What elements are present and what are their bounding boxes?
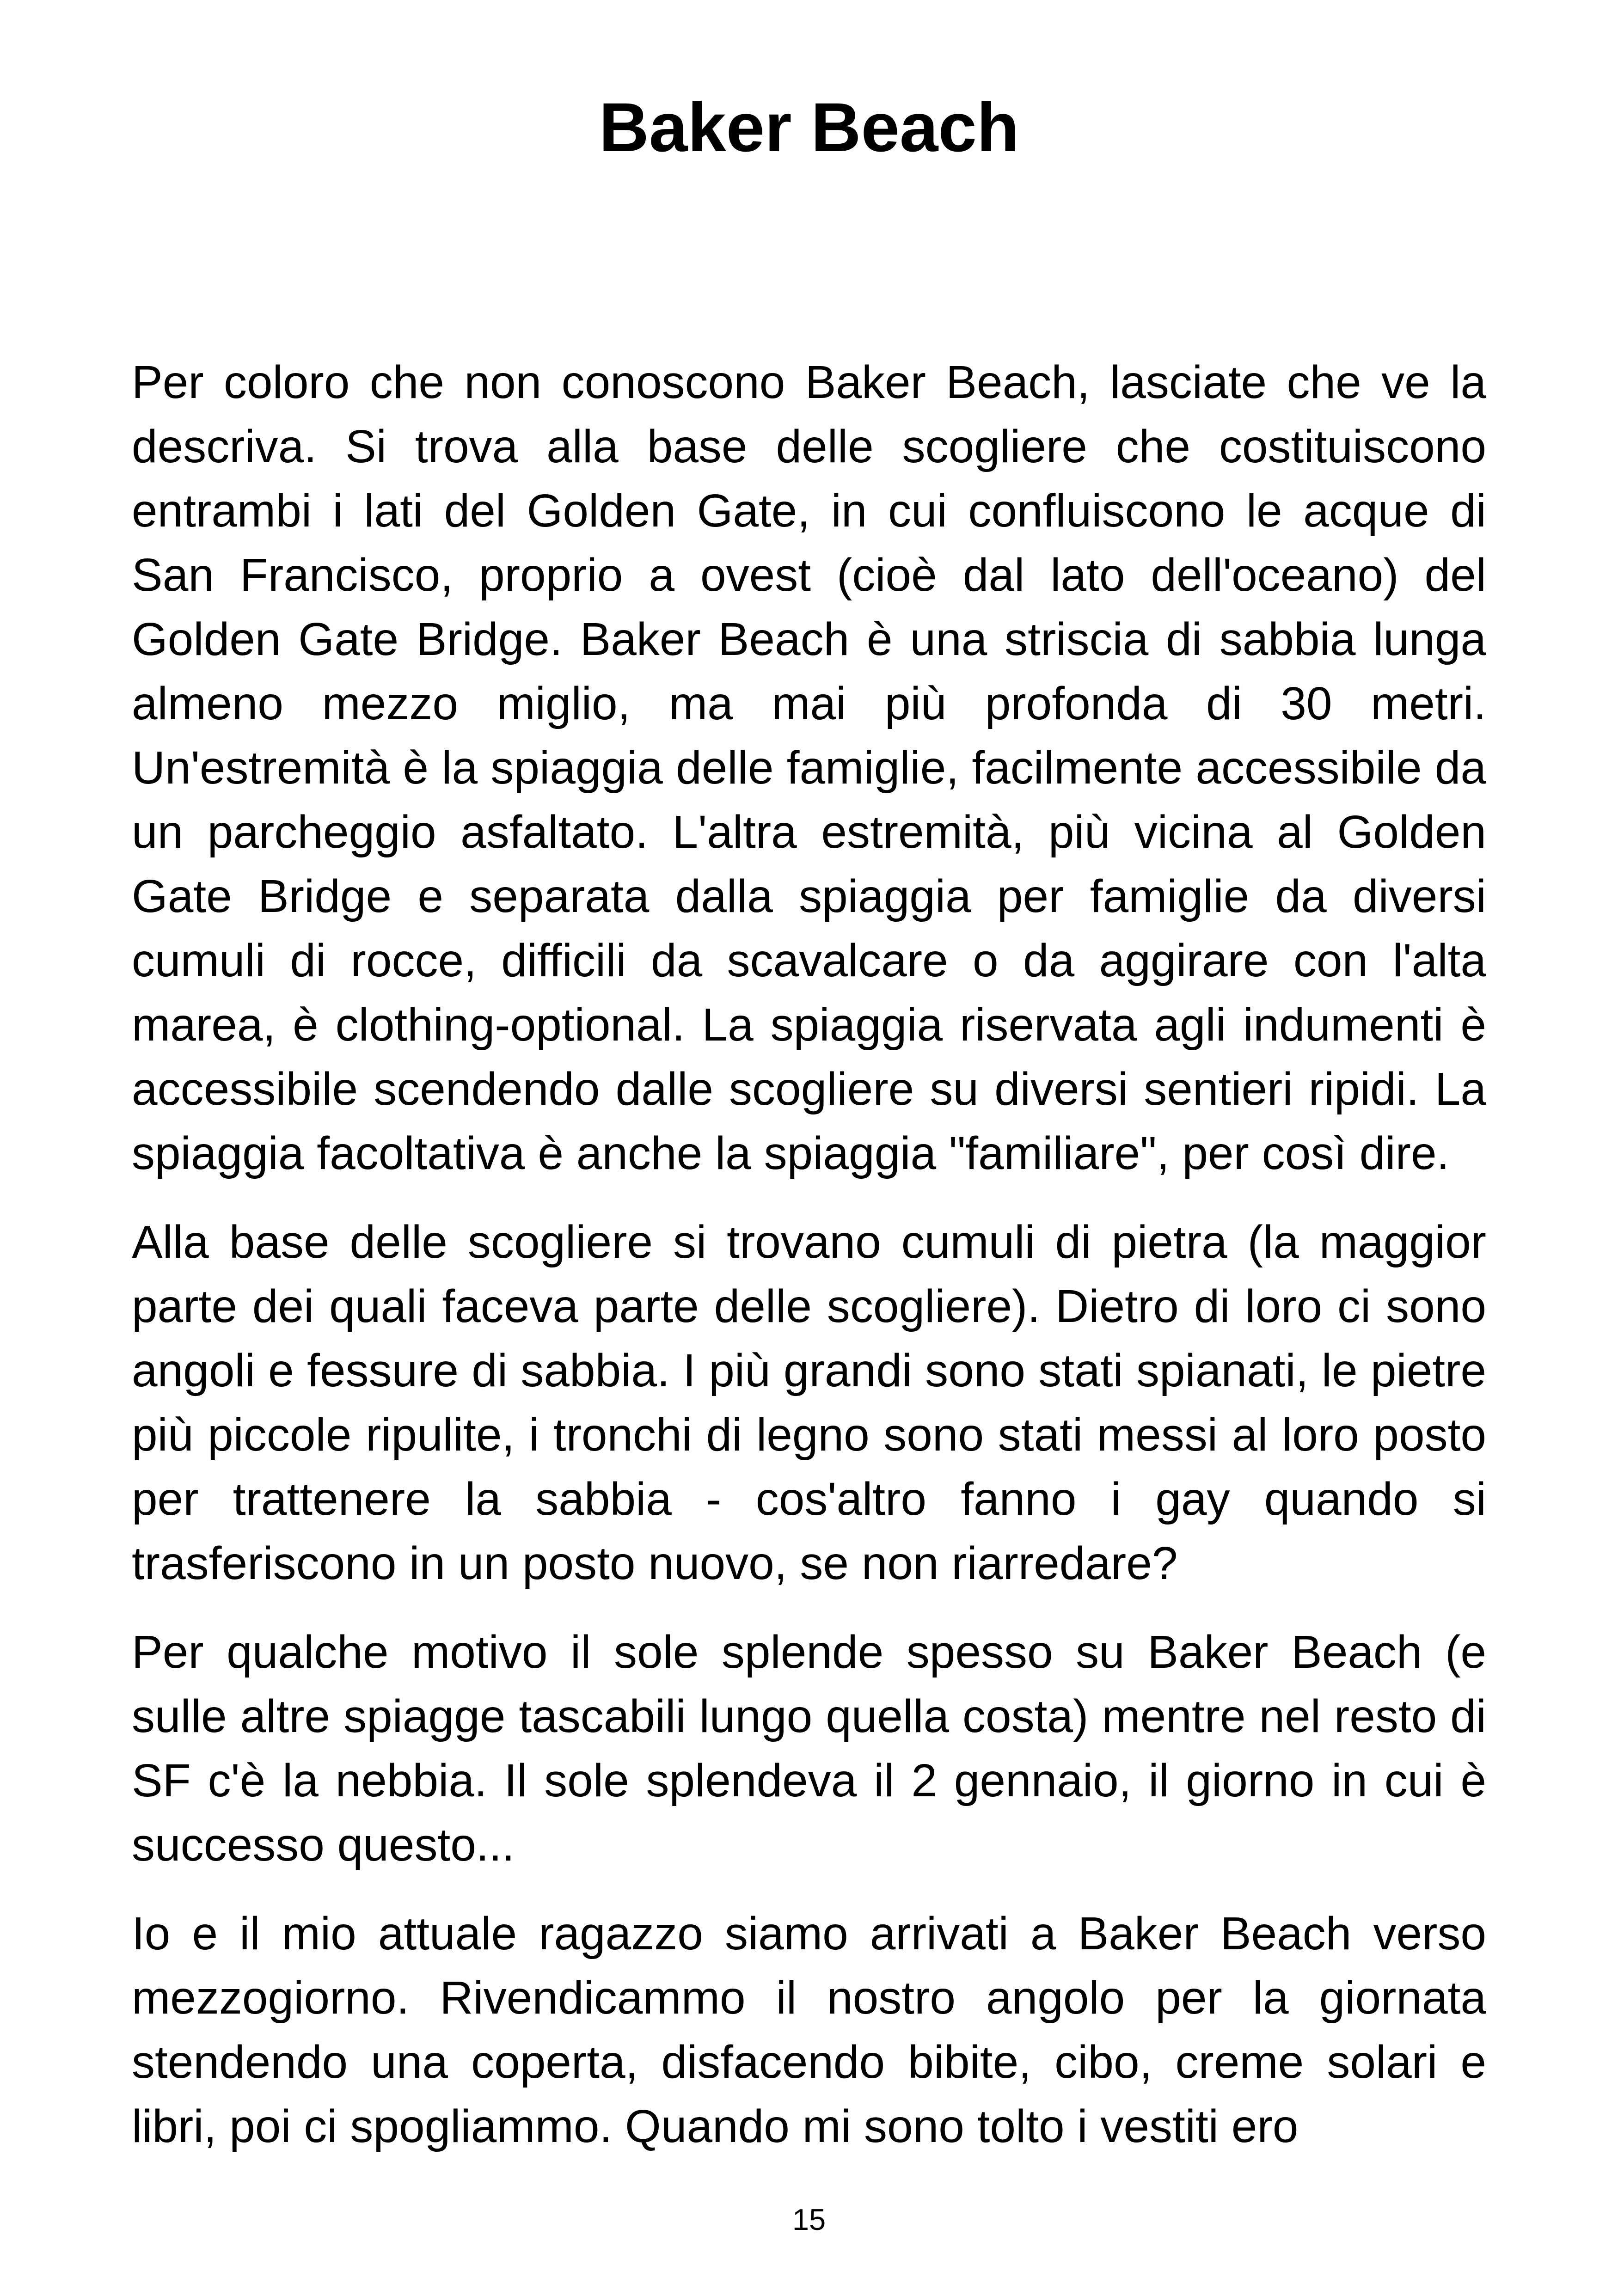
page-title: Baker Beach [599,88,1019,166]
page-number: 15 [792,2203,826,2236]
paragraph-2: Alla base delle scogliere si trovano cumuli di pietra (la maggior parte dei quali faceva parte delle scogliere). Dietro di loro ci sono angoli e fessure di sabbia. I più grandi sono stati spianati, le pietre più piccole ripulite, i tronchi di legno sono stati messi al loro posto per trattenere la sabbia - cos'altro fanno i gay quando si trasferiscono in un posto nuovo, se non riarredare? [132,1216,1486,1589]
paragraph-4: Io e il mio attuale ragazzo siamo arrivati a Baker Beach verso mezzogiorno. Rivendicammo il nostro angolo per la giornata stendendo una coperta, disfacendo bibite, cibo, creme solari e libri, poi ci spogliammo. Quando mi sono tolto i vestiti ero [132,1908,1486,2152]
paragraph-3: Per qualche motivo il sole splende spesso su Baker Beach (e sulle altre spiagge tascabili lungo quella costa) mentre nel resto di SF c'è la nebbia. Il sole splendeva il 2 gennaio, il giorno in cui è successo questo... [132,1626,1486,1871]
paragraph-1: Per coloro che non conoscono Baker Beach, lasciate che ve la descriva. Si trova alla base delle scogliere che costituiscono entrambi i lati del Golden Gate, in cui confluiscono le acque di San Francisco, proprio a ovest (cioè dal lato dell'oceano) del Golden Gate Bridge. Baker Beach è una striscia di sabbia lunga almeno mezzo miglio, ma mai più profonda di 30 metri. Un'estremità è la spiaggia delle famiglie, facilmente accessibile da un parcheggio asfaltato. L'altra estremità, più vicina al Golden Gate Bridge e separata dalla spiaggia per famiglie da diversi cumuli di rocce, difficili da scavalcare o da aggirare con l'alta marea, è clothing-optional. La spiaggia riservata agli indumenti è accessibile scendendo dalle scogliere su diversi sentieri ripidi. La spiaggia facoltativa è anche la spiaggia "familiare", per così dire. [132,356,1486,1179]
body-text [132,350,1486,2183]
